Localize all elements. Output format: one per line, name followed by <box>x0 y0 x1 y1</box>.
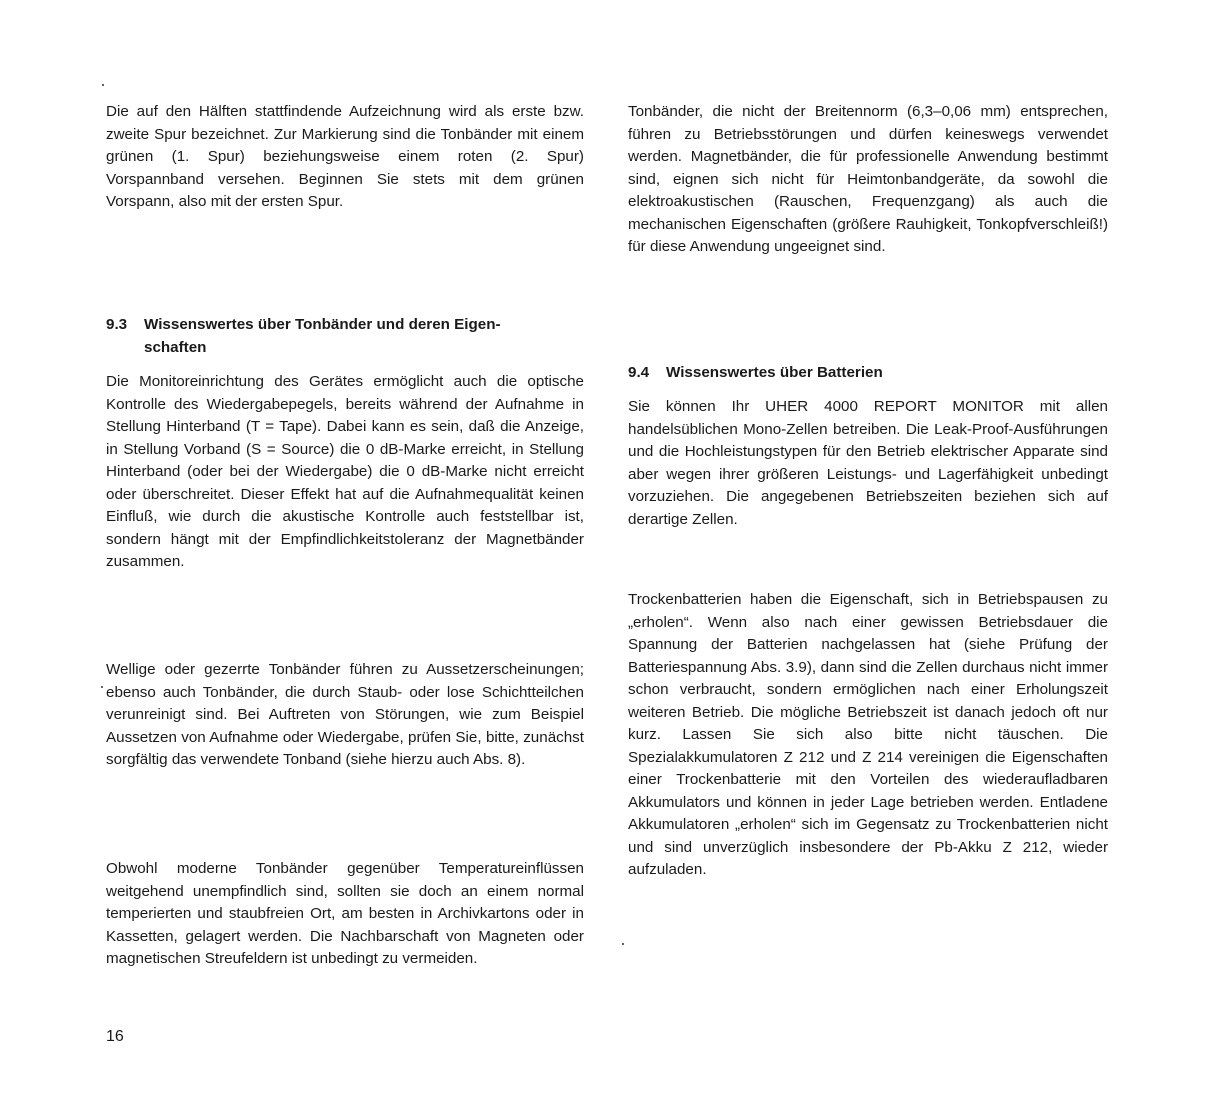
section-heading-9-4 <box>628 362 1108 385</box>
section-number: 9.4 <box>628 364 650 381</box>
section-title-line-1: Wissenswertes über Tonbänder und deren Eigen- <box>144 316 501 333</box>
scan-speck <box>622 943 624 945</box>
paragraph-track-marking: Die auf den Hälften stattfindende Aufzeichnung wird als erste bzw. zweite Spur bezeichnet. Zur Markierung sind die Tonbänder mit einem grünen (1. Spur) beziehungsweise einem roten (2. Spur) Vorspannband versehen. Beginnen Sie stets mit dem grünen Vorspann, also mit der ersten Spur. <box>106 103 584 210</box>
page-number: 16 <box>106 1028 124 1045</box>
section-number: 9.3 <box>106 316 128 333</box>
scan-speck <box>102 84 104 86</box>
section-title: Wissenswertes über Batterien <box>666 364 883 381</box>
paragraph-tape-width-norm: Tonbänder, die nicht der Breitennorm (6,3–0,06 mm) entsprechen, führen zu Betriebsstörungen und dürfen keineswegs verwendet werden. Magnetbänder, die für professionelle Anwendung bestimmt sind, eignen sich nicht für Heimtonbandgeräte, da sowohl die elektroakustischen (Rauschen, Frequenzgang) als auch die mechanischen Eigenschaften (größere Rauhigkeit, Tonkopfverschleiß!) für diese Anwendung ungeeignet sind. <box>628 103 1108 255</box>
paragraph-battery-types: Sie können Ihr UHER 4000 REPORT MONITOR mit allen handelsüblichen Mono-Zellen betreiben. Die Leak-Proof-Ausführungen und die Hochleistungstypen für den Betrieb elektrischer Apparate sind aber wegen ihrer größeren Leistungs- und Lagerfähigkeit unbedingt vorzuziehen. Die angegebenen Betriebszeiten beziehen sich auf derartige Zellen. <box>628 398 1108 528</box>
paragraph-monitor-control: Die Monitoreinrichtung des Gerätes ermöglicht auch die optische Kontrolle des Wiedergabepegels, bereits während der Aufnahme in Stellung Hinterband (T = Tape). Dabei kann es sein, daß die Anzeige, in Stellung Vorband (S = Source) die 0 dB-Marke erreicht, in Stellung Hinterband (oder bei der Wiedergabe) die 0 dB-Marke nicht erreicht oder überschreitet. Dieser Effekt hat auf die Aufnahmequalität keinen Einfluß, wie durch die akustische Kontrolle auch feststellbar ist, sondern hängt mit der Empfindlichkeitstoleranz der Magnetbänder zusammen. <box>106 373 584 570</box>
paragraph-tape-storage: Obwohl moderne Tonbänder gegenüber Temperatureinflüssen weitgehend unempfindlich sind, sollten sie doch an einem normal temperierten und staubfreien Ort, am besten in Archivkartons oder in Kassetten, gelagert werden. Die Nachbarschaft von Magneten oder magnetischen Streufeldern ist unbedingt zu vermeiden. <box>106 860 584 967</box>
scan-speck <box>101 686 103 688</box>
paragraph-battery-recovery: Trockenbatterien haben die Eigenschaft, sich in Betriebspausen zu „erholen“. Wenn also nach einer gewissen Betriebsdauer die Spannung der Batterien nachgelassen hat (siehe Prüfung der Batteriespannung Abs. 3.9), dann sind die Zellen durchaus nicht immer schon verbraucht, sondern ermöglichen nach einer Erholungszeit weiteren Betrieb. Die mögliche Betriebszeit ist danach jedoch oft nur kurz. Lassen Sie sich also bitte nicht täuschen. Die Spezialakkumulatoren Z 212 und Z 214 vereinigen die Eigenschaften einer Trockenbatterie mit den Vorteilen des wiederaufladbaren Akkumulators und können in jeder Lage betrieben werden. Entladene Akkumulatoren „erholen“ sich im Gegensatz zu Trockenbatterien nicht und sind unverzüglich insbesondere der Pb-Akku Z 212, wieder aufzuladen. <box>628 591 1108 878</box>
section-title-line-2: schaften <box>144 338 207 356</box>
section-heading-9-3 <box>106 314 584 359</box>
paragraph-wavy-tapes: Wellige oder gezerrte Tonbänder führen zu Aussetzerscheinungen; ebenso auch Tonbänder, die durch Staub- oder lose Schichtteilchen verunreinigt sind. Bei Auftreten von Störungen, wie zum Beispiel Aussetzen von Aufnahme oder Wiedergabe, prüfen Sie, bitte, zunächst sorgfältig das verwendete Tonband (siehe hierzu auch Abs. 8). <box>106 661 584 768</box>
